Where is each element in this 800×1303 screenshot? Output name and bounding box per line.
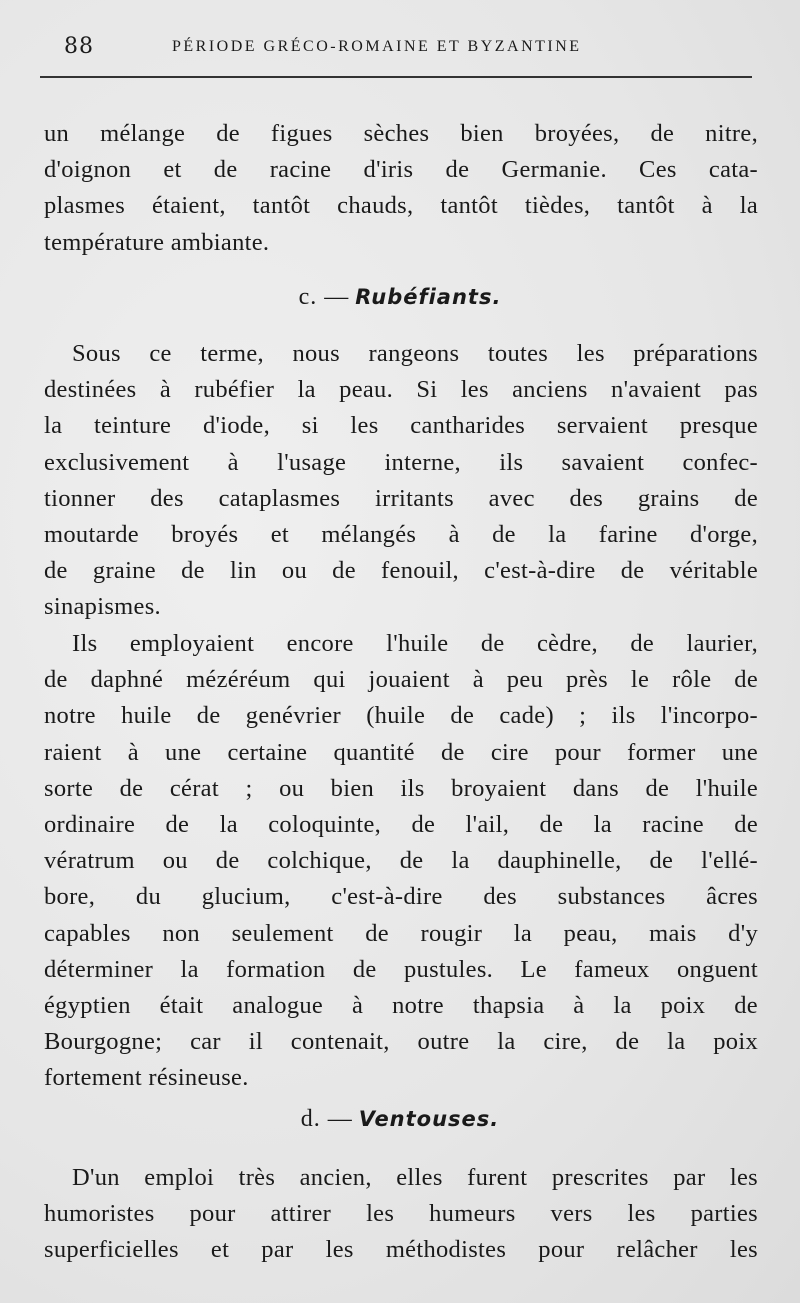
text-line: tionner des cataplasmes irritants avec des grains de: [44, 484, 758, 512]
text-line: sinapismes.: [44, 593, 161, 621]
heading-title: Ventouses.: [358, 1107, 500, 1131]
text-line: température ambiante.: [44, 228, 270, 256]
page-number: 88: [64, 34, 94, 59]
text-line: destinées à rubéfier la peau. Si les anciens n'avaient pas: [44, 376, 758, 404]
text-line: déterminer la formation de pustules. Le fameux onguent: [44, 955, 758, 983]
text-line: fortement résineuse.: [44, 1064, 249, 1092]
text-line: de daphné mézéréum qui jouaient à peu près le rôle de: [44, 666, 758, 694]
text-line: raient à une certaine quantité de cire pour former une: [44, 738, 758, 766]
section-heading-d: [0, 1106, 800, 1133]
paragraph-4: [44, 1160, 758, 1269]
page-header: [40, 34, 750, 64]
text-line: égyptien était analogue à notre thapsia à la poix de: [44, 992, 758, 1020]
text-line: Ils employaient encore l'huile de cèdre, de laurier,: [72, 630, 758, 657]
heading-title: Rubéfiants.: [355, 285, 502, 309]
text-line: notre huile de genévrier (huile de cade) ; ils l'incorpo-: [44, 702, 758, 730]
text-line: ordinaire de la coloquinte, de l'ail, de la racine de: [44, 811, 758, 839]
text-line: superficielles et par les méthodistes pour relâcher les: [44, 1236, 758, 1264]
paragraph-1: [44, 116, 758, 261]
heading-prefix: d. —: [300, 1106, 353, 1132]
text-line: Sous ce terme, nous rangeons toutes les préparations: [72, 340, 758, 367]
text-line: plasmes étaient, tantôt chauds, tantôt tièdes, tantôt à la: [44, 192, 758, 220]
text-line: humoristes pour attirer les humeurs vers les parties: [44, 1200, 758, 1228]
text-line: de graine de lin ou de fenouil, c'est-à-dire de véritable: [44, 557, 758, 585]
text-line: moutarde broyés et mélangés à de la farine d'orge,: [44, 521, 758, 549]
text-line: exclusivement à l'usage interne, ils savaient confec-: [44, 448, 758, 476]
section-heading-c: [0, 284, 800, 311]
text-line: Bourgogne; car il contenait, outre la cire, de la poix: [44, 1028, 758, 1056]
header-rule: [40, 76, 752, 78]
running-title: PÉRIODE GRÉCO-ROMAINE ET BYZANTINE: [172, 38, 582, 55]
text-line: sorte de cérat ; ou bien ils broyaient dans de l'huile: [44, 774, 758, 802]
text-line: vératrum ou de colchique, de la dauphinelle, de l'ellé-: [44, 847, 758, 875]
text-line: capables non seulement de rougir la peau, mais d'y: [44, 919, 758, 947]
paragraph-2: [44, 336, 758, 626]
text-line: bore, du glucium, c'est-à-dire des substances âcres: [44, 883, 758, 911]
text-line: D'un emploi très ancien, elles furent prescrites par les: [72, 1164, 758, 1191]
text-line: un mélange de figues sèches bien broyées, de nitre,: [44, 120, 758, 147]
heading-prefix: c. —: [298, 284, 350, 310]
paragraph-3: [44, 626, 758, 1097]
text-line: la teinture d'iode, si les cantharides servaient presque: [44, 412, 758, 440]
text-line: d'oignon et de racine d'iris de Germanie. Ces cata-: [44, 156, 758, 184]
